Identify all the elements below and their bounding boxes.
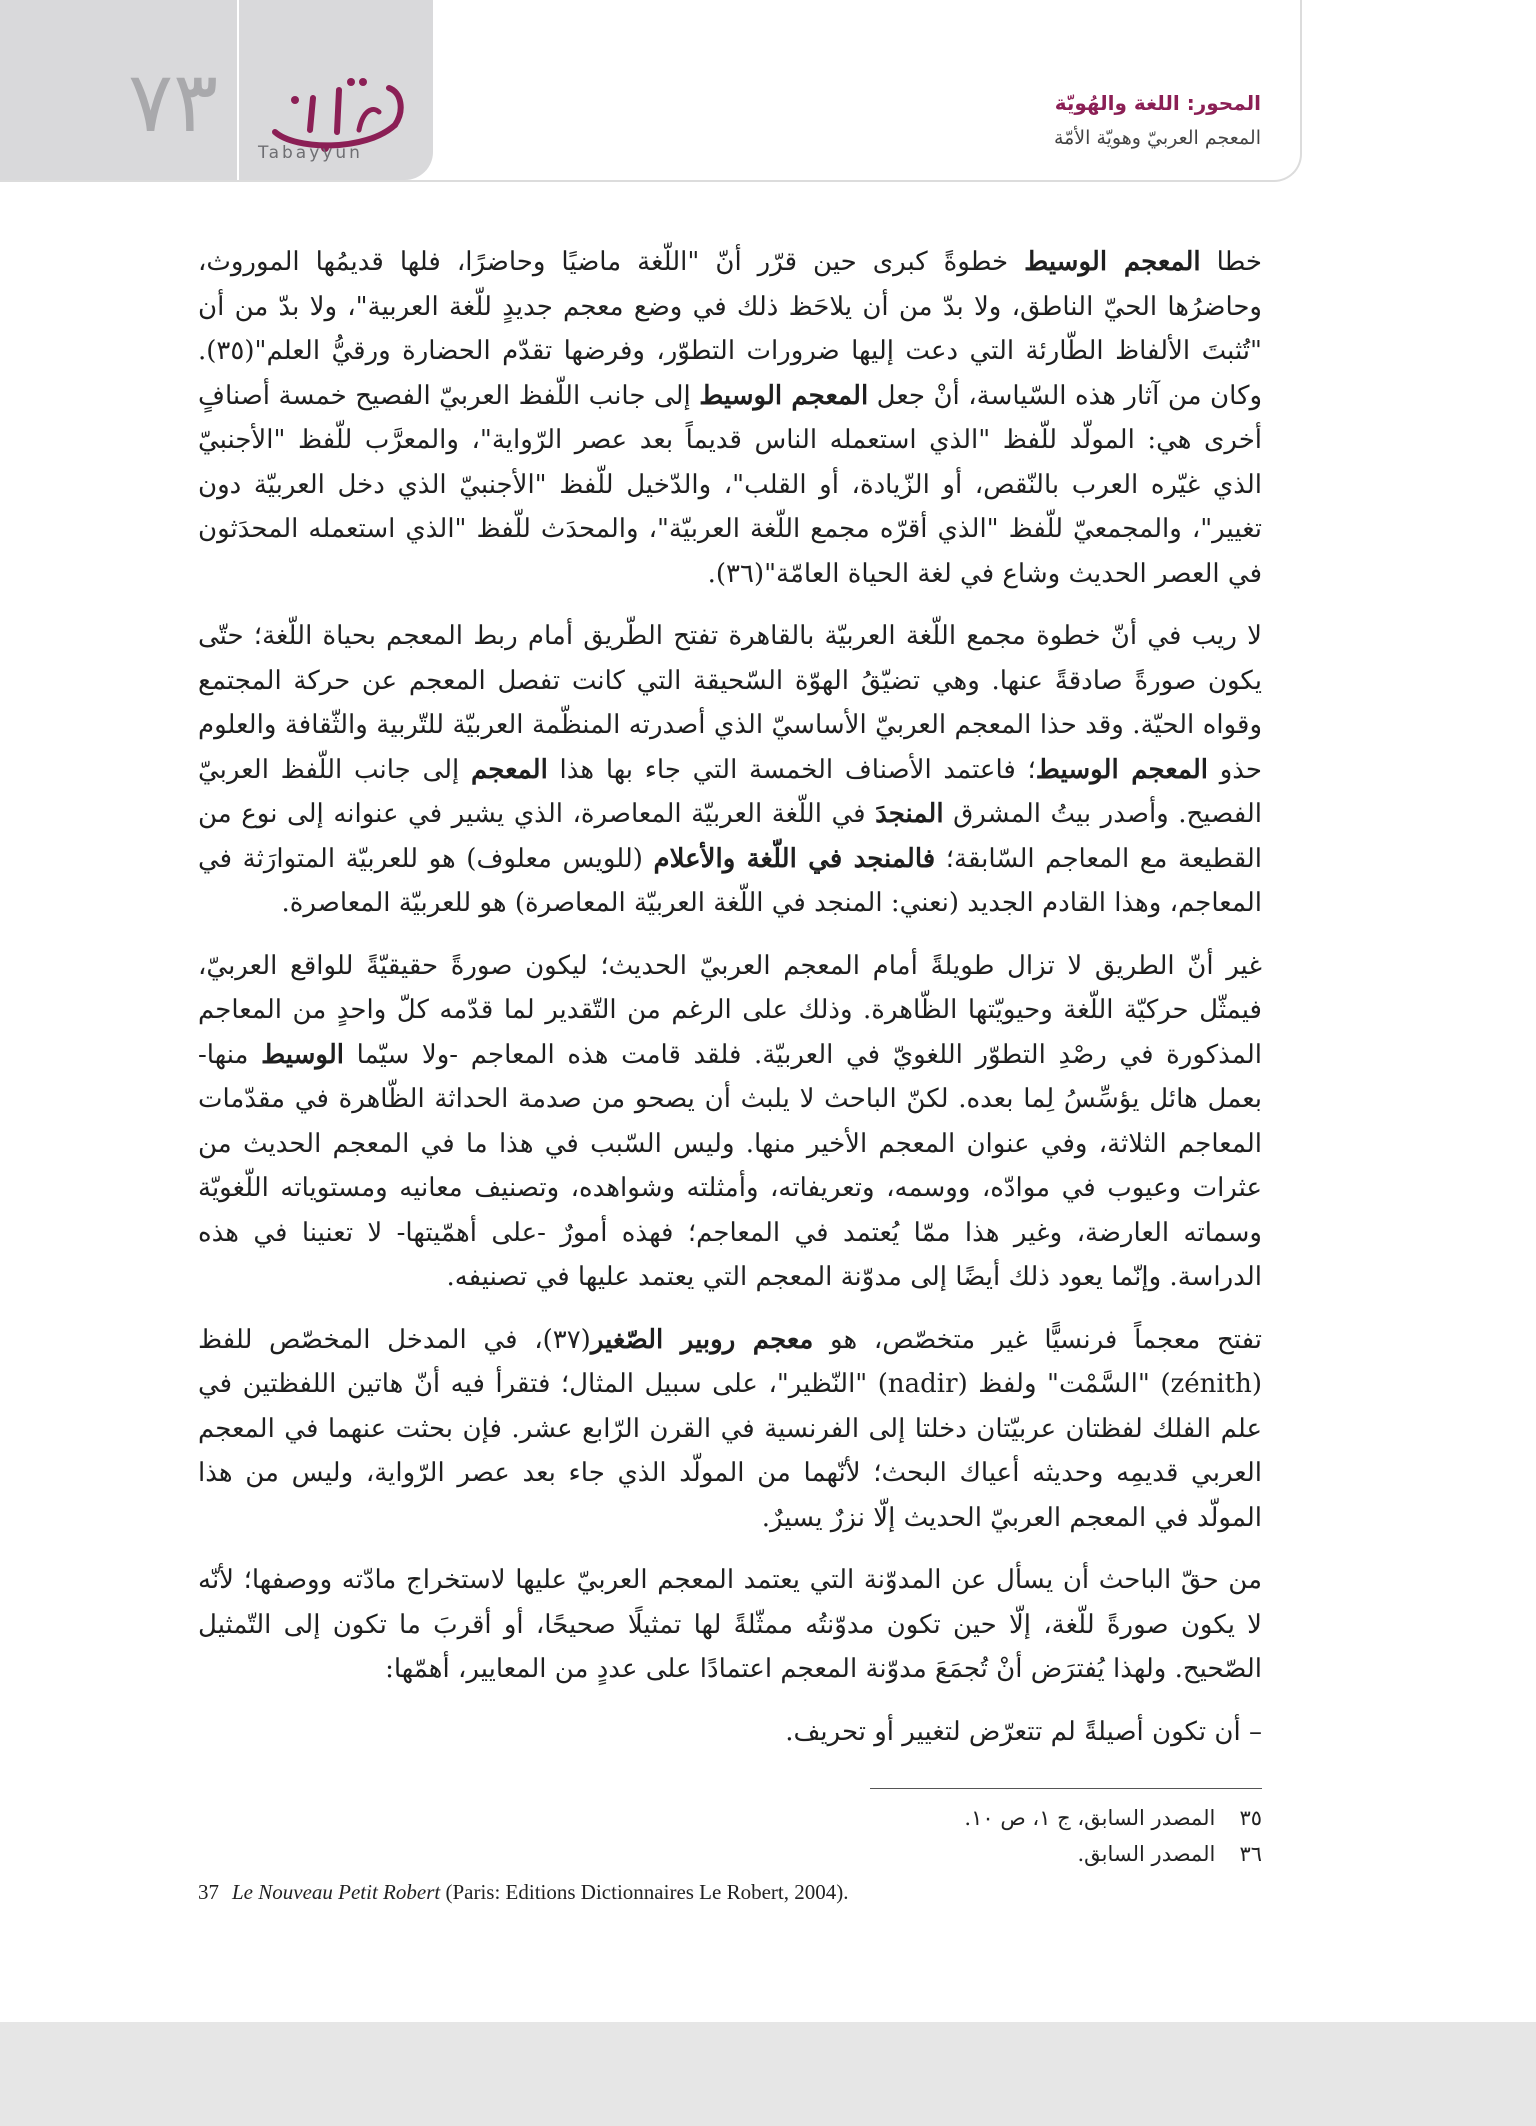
article-body (198, 240, 1262, 1772)
axis-title: المحور: اللغة والهُويّة (1054, 91, 1261, 115)
logo-latin-text: Tabayyun (258, 143, 363, 163)
paragraph: غير أنّ الطريق لا تزال طويلةً أمام المعجم العربيّ الحديث؛ ليكون صورةً حقيقيّةً للواقع العربيّ، فيمثّل حركيّة اللّغة وحيويّتها الظّاهرة. وذلك على الرغم من التّقدير لما قدّمه كلّ واحدٍ من المعاجم المذكورة في رصْدِ التطوّر اللغويّ في العربيّة. فلقد قامت هذه المعاجم -ولا سيّما الوسيط منها- بعمل هائل يؤسِّسُ لِما بعده. لكنّ الباحث لا يلبث أن يصحو من صدمة الحداثة الظّاهرة في مقدّمات المعاجم الثلاثة، وفي عنوان المعجم الأخير منها. وليس السّبب في هذا ما في المعجم الحديث من عثرات وعيوب في موادّه، ووسمه، وتعريفاته، وأمثلته وشواهده، وتصنيف معانيه ومستوياته اللّغويّة وسماته العارضة، وغير هذا ممّا يُعتمد في المعاجم؛ فهذه أمورٌ -على أهمّيتها- لا تعنينا في هذه الدراسة. وإنّما يعود ذلك أيضًا إلى مدوّنة المعجم التي يعتمد عليها في تصنيفه. (198, 950, 1262, 1292)
footnote-item (600, 1800, 1262, 1836)
footnote-book-title: Le Nouveau Petit Robert (232, 1880, 441, 1904)
header-titles (561, 88, 1261, 158)
paragraph: تفتح معجماً فرنسيًّا غير متخصّص، هو معجم روبير الصّغير(٣٧)، في المدخل المخصّص للفظ (zénith) "السَّمْت" ولفظ (nadir) "النّظير"، على سبيل المثال؛ فتقرأ فيه أنّ هاتين اللفظتين في علم الفلك لفظتان عربيّتان دخلتا إلى الفرنسية في القرن الرّابع عشر. فإن بحثت عنهما في المعجم العربي قديمِه وحديثه أعياك البحث؛ لأنّهما من المولّد الذي جاء بعد عصر الرّواية، وليس من هذا المولّد في المعجم العربيّ الحديث إلّا نزرٌ يسيرٌ. (198, 1324, 1262, 1533)
page-footer (0, 2022, 1536, 2126)
footnote-number: ٣٦ (1239, 1842, 1262, 1866)
footnote-text: (Paris: Editions Dictionnaires Le Robert, 2004). (440, 1880, 849, 1904)
footnotes (600, 1800, 1262, 1872)
page-number: ٧٣ (128, 53, 219, 151)
paragraph: خطا المعجم الوسيط خطوةً كبرى حين قرّر أنّ "اللّغة ماضيًا وحاضرًا، فلها قديمُها الموروث، وحاضرُها الحيّ الناطق، ولا بدّ من أن يلاحَظ ذلك في وضع معجم جديدٍ للّغة العربية"، ولا بدّ من أن "تُثبتَ الألفاظ الطّارئة التي دعت إليها ضرورات التطوّر، وفرضها تقدّم الحضارة ورقيُّ العلم"(٣٥). وكان من آثار هذه السّياسة، أنْ جعل المعجم الوسيط إلى جانب اللّفظ العربيّ الفصيح خمسة أصنافٍ أخرى هي: المولّد للّفظ "الذي استعمله الناس قديماً بعد عصر الرّواية"، والمعرَّب للّفظ "الأجنبيّ الذي غيّره العرب بالنّقص، أو الزّيادة، أو القلب"، والدّخيل للّفظ "الأجنبيّ الذي دخل العربيّة دون تغيير"، والمجمعيّ للّفظ "الذي أقرّه مجمع اللّغة العربيّة"، والمحدَث للّفظ "الذي استعمله المحدَثون في العصر الحديث وشاع في لغة الحياة العامّة"(٣٦). (198, 247, 1262, 589)
article-title: المعجم العربيّ وهويّة الأمّة (1053, 127, 1261, 149)
footnote-text: المصدر السابق، ج ١، ص ١٠. (964, 1806, 1216, 1830)
footnote-text: المصدر السابق. (1077, 1842, 1216, 1866)
bullet-item: – أن تكون أصيلةً لم تتعرّض لتغيير أو تحريف. (785, 1716, 1262, 1747)
footnote-latin (198, 1880, 1262, 1905)
paragraph: من حقّ الباحث أن يسأل عن المدوّنة التي يعتمد المعجم العربيّ عليها لاستخراج مادّته ووصفها؛ لأنّه لا يكون صورةً للّغة، إلّا حين تكون مدوّنتُه ممثّلةً لها تمثيلًا صحيحًا، أو أقربَ ما تكون إلى التّمثيل الصّحيح. ولهذا يُفترَض أنْ تُجمَعَ مدوّنة المعجم اعتمادًا على عددٍ من المعايير، أهمّها: (198, 1565, 1262, 1684)
paragraph: لا ريب في أنّ خطوة مجمع اللّغة العربيّة بالقاهرة تفتح الطّريق أمام ربط المعجم بحياة اللّغة؛ حتّى يكون صورةً صادقةً عنها. وهي تضيّقُ الهوّة السّحيقة التي كانت تفصل المعجم عن حركة المجتمع وقواه الحيّة. وقد حذا المعجم العربيّ الأساسيّ الذي أصدرته المنظّمة العربيّة للتّربية والثّقافة والعلوم حذو المعجم الوسيط؛ فاعتمد الأصناف الخمسة التي جاء بها هذا المعجم إلى جانب اللّفظ العربيّ الفصيح. وأصدر بيتُ المشرق المنجدَ في اللّغة العربيّة المعاصرة، الذي يشير في عنوانه إلى نوع من القطيعة مع المعاجم السّابقة؛ فالمنجد في اللّغة والأعلام (للويس معلوف) هو للعربيّة المتوارَثة في المعاجم، وهذا القادم الجديد (نعني: المنجد في اللّغة العربيّة المعاصرة) هو للعربيّة المعاصرة. (198, 621, 1262, 918)
footnote-item (600, 1836, 1262, 1872)
footnote-number: 37 (198, 1880, 219, 1904)
footnote-rule (870, 1788, 1262, 1789)
footnote-number: ٣٥ (1239, 1806, 1262, 1830)
